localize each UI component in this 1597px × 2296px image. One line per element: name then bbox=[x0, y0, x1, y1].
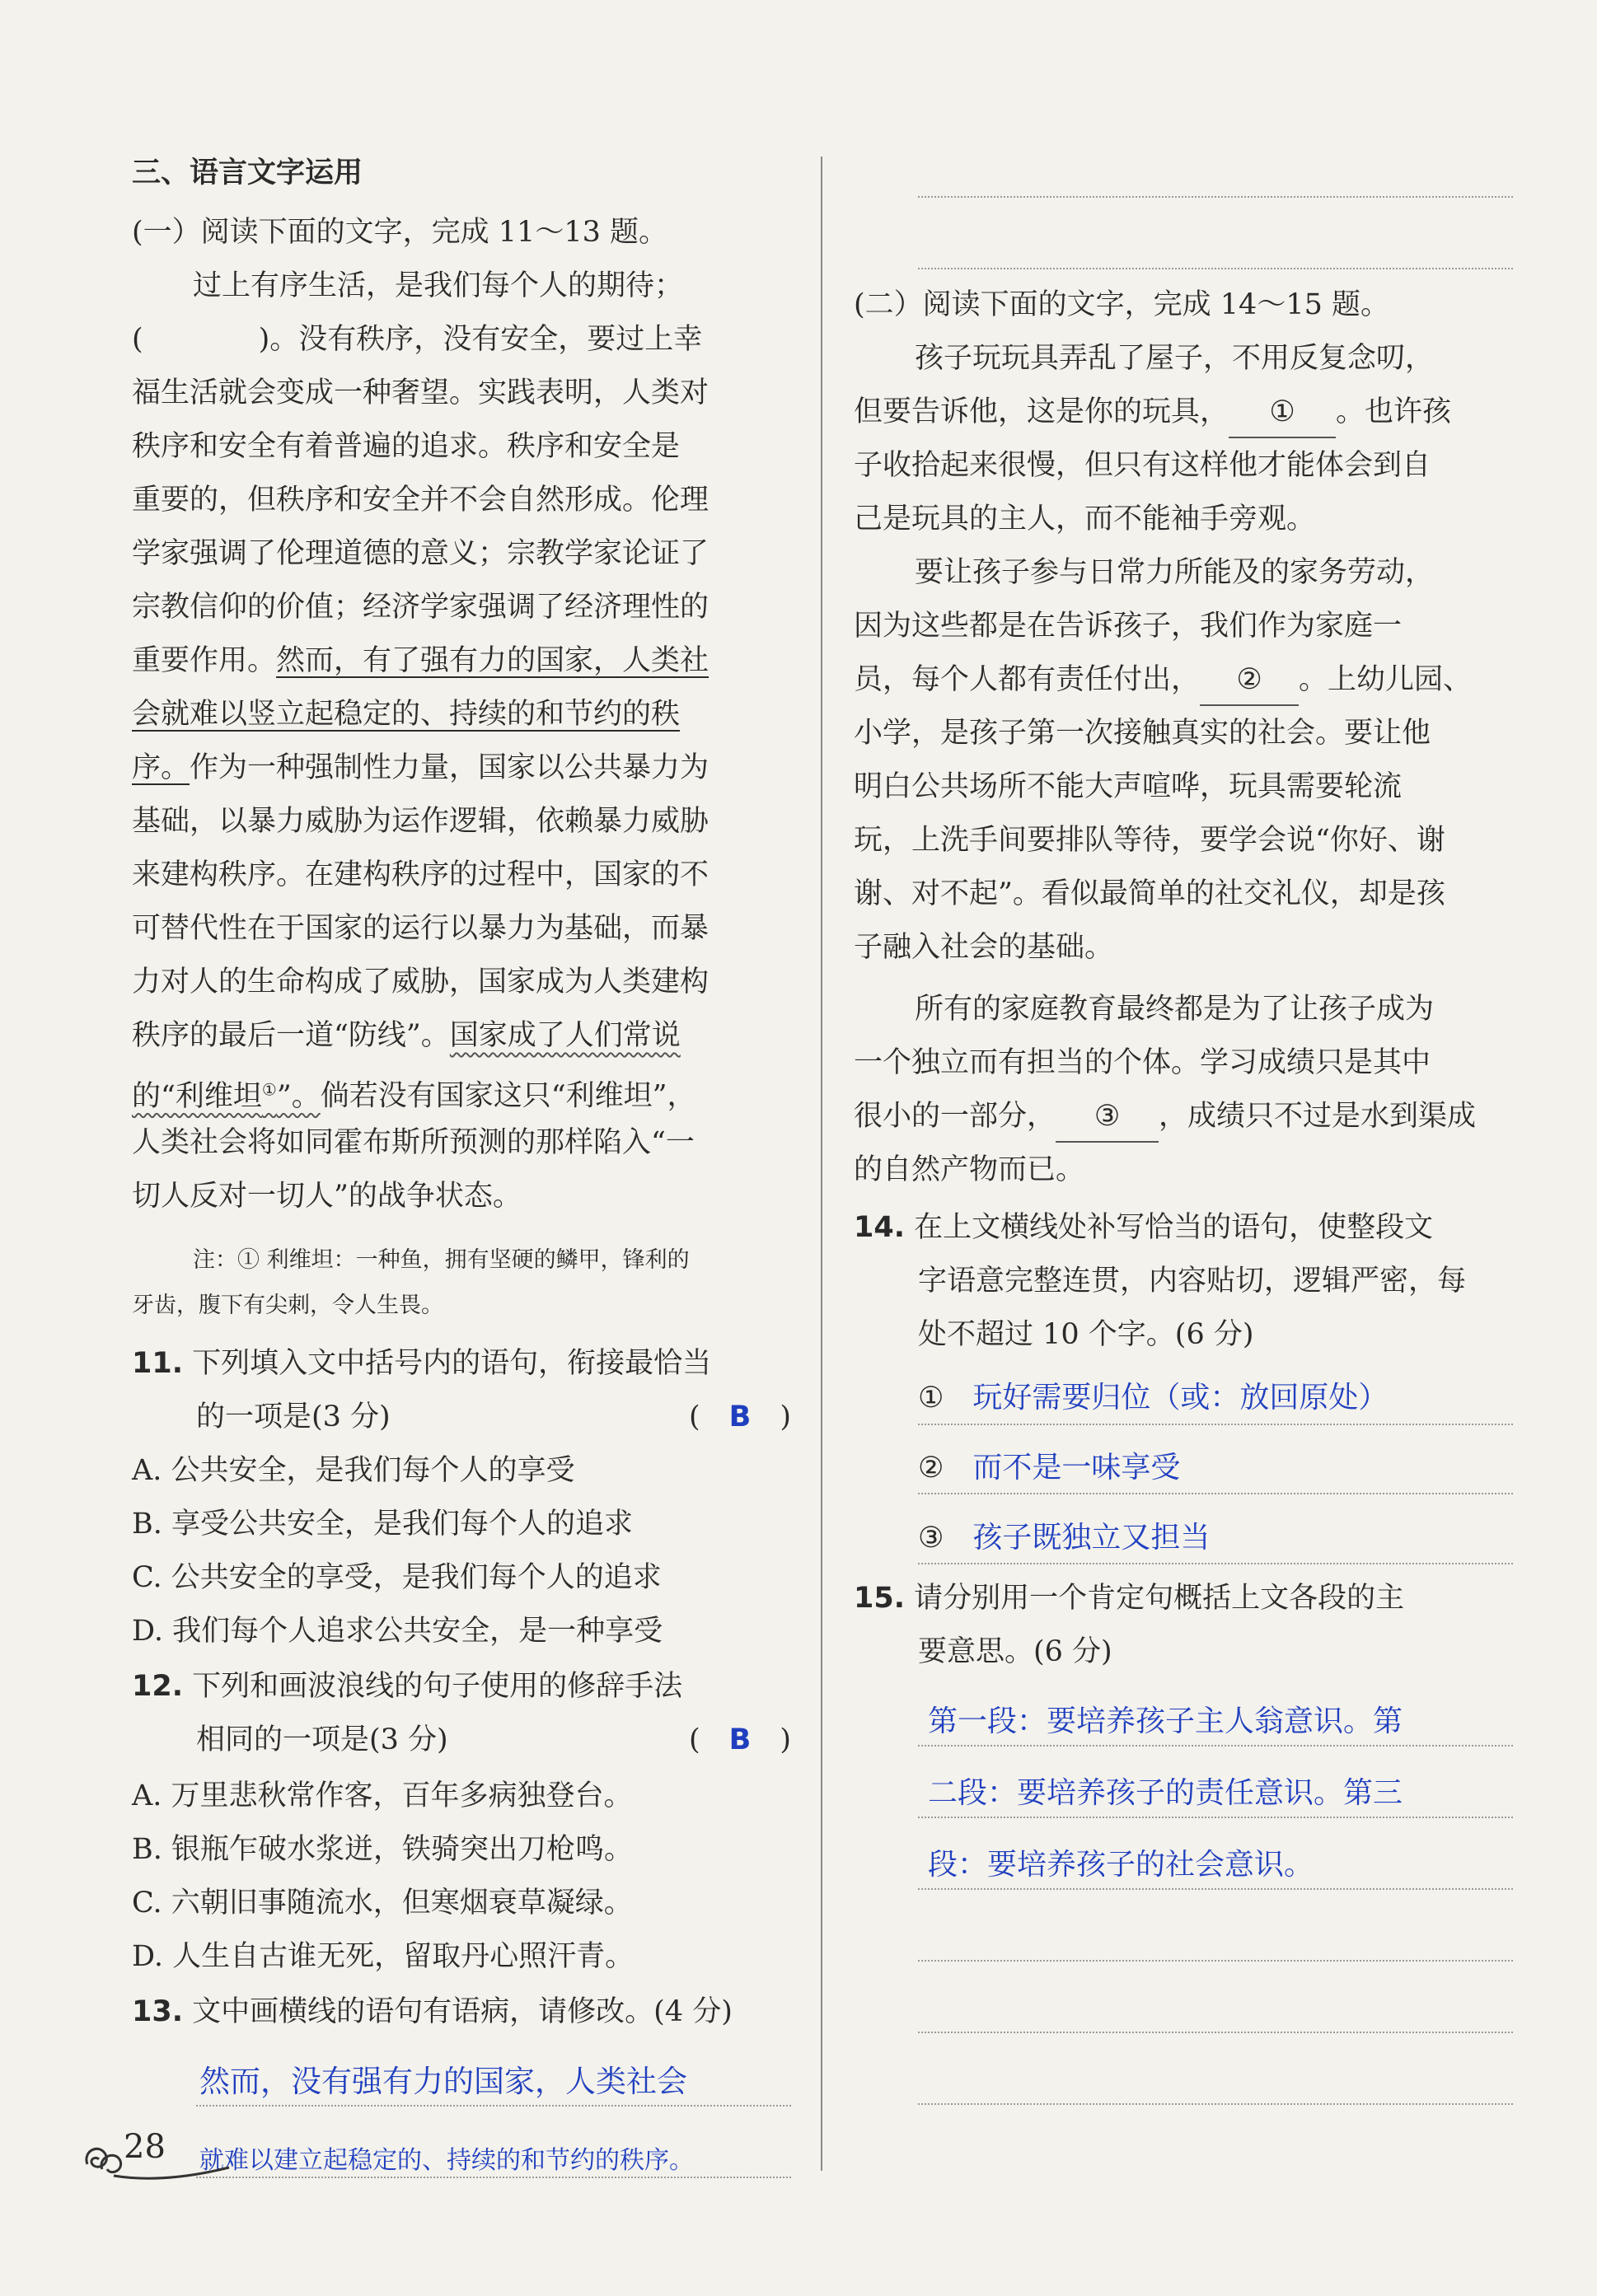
blank-3: ③ bbox=[1056, 1092, 1159, 1143]
q15-answer-line[interactable]: 段：要培养孩子的社会意识。 bbox=[928, 1848, 1314, 1882]
q14-stem: 处不超过 10 个字。(6 分) bbox=[918, 1318, 1254, 1351]
question-number: 11. bbox=[132, 1347, 184, 1380]
passage2-line bbox=[854, 387, 1513, 438]
passage1-line: ( )。没有秩序，没有安全，要过上幸 bbox=[132, 323, 703, 356]
blank-1: ① bbox=[1229, 387, 1336, 438]
passage1-line bbox=[132, 743, 791, 793]
q14-answer-text: 孩子既独立又担当 bbox=[972, 1521, 1211, 1555]
passage1-line: 可替代性在于国家的运行以暴力为基础，而暴 bbox=[132, 912, 710, 945]
passage1-line: 学家强调了伦理道德的意义；宗教学家论证了 bbox=[132, 537, 710, 570]
answer-dotted-line bbox=[918, 1424, 1513, 1425]
page-number-badge bbox=[81, 2121, 246, 2187]
wavy-text: 的“利维坦 bbox=[132, 1079, 262, 1113]
answer-dotted-line bbox=[918, 1960, 1513, 1962]
part2-header: (二）阅读下面的文字，完成 14～15 题。 bbox=[854, 288, 1389, 321]
passage1-line: 切人反对一切人”的战争状态。 bbox=[132, 1180, 522, 1213]
passage1-line: 过上有序生活，是我们每个人的期待； bbox=[193, 269, 684, 302]
answer-dotted-line bbox=[918, 196, 1513, 198]
q15-answer-line[interactable]: 二段：要培养孩子的责任意识。第三 bbox=[928, 1776, 1403, 1810]
q11-stem bbox=[132, 1392, 791, 1442]
answer-mark: ③ bbox=[918, 1522, 944, 1555]
passage2-line bbox=[854, 655, 1513, 706]
answer-dotted-line bbox=[196, 2105, 791, 2107]
question-text: 在上文横线处补写恰当的语句，使整段文 bbox=[914, 1211, 1434, 1244]
passage1-line: 基础，以暴力威胁为运作逻辑，依赖暴力威胁 bbox=[132, 805, 710, 838]
option: C. 六朝旧事随流水，但寒烟衰草凝绿。 bbox=[132, 1887, 633, 1920]
q14-answer-text: 玩好需要归位（或：放回原处） bbox=[972, 1381, 1389, 1415]
blank-2: ② bbox=[1200, 655, 1299, 706]
part1-header: (一）阅读下面的文字，完成 11～13 题。 bbox=[132, 216, 667, 249]
answer-dotted-line bbox=[918, 1817, 1513, 1818]
underlined-sentence: 会就难以竖立起稳定的、持续的和节约的秩 bbox=[132, 698, 681, 731]
passage1-line: 福生活就会变成一种奢望。实践表明，人类对 bbox=[132, 376, 710, 409]
wavy-sentence bbox=[132, 1080, 321, 1113]
question-number: 12. bbox=[132, 1670, 184, 1703]
passage1-line: 人类社会将如同霍布斯所预测的那样陷入“一 bbox=[132, 1126, 695, 1159]
passage2-text: 很小的一部分， bbox=[854, 1100, 1056, 1133]
option: A. 公共安全，是我们每个人的享受 bbox=[132, 1454, 575, 1487]
question-number: 14. bbox=[854, 1211, 906, 1244]
passage2-line: 的自然产物而已。 bbox=[854, 1153, 1085, 1186]
passage1-line: 力对人的生命构成了威胁，国家成为人类建构 bbox=[132, 966, 710, 998]
passage1-line: 重要的，但秩序和安全并不会自然形成。伦理 bbox=[132, 484, 710, 517]
answer-dotted-line bbox=[918, 1888, 1513, 1890]
q14-answer-row[interactable] bbox=[854, 1443, 1513, 1493]
option: D. 我们每个人追求公共安全，是一种享受 bbox=[132, 1615, 663, 1648]
passage1-line bbox=[132, 690, 791, 739]
q13-stem bbox=[132, 1987, 791, 2036]
passage1-text: 重要作用。 bbox=[132, 644, 277, 677]
passage2-line: 因为这些都是在告诉孩子，我们作为家庭一 bbox=[854, 610, 1403, 643]
wavy-sentence: 国家成了人们常说 bbox=[449, 1019, 681, 1052]
footnote-mark: ① bbox=[261, 1079, 277, 1099]
q14-answer-text: 而不是一味享受 bbox=[972, 1451, 1181, 1485]
option: B. 享受公共安全，是我们每个人的追求 bbox=[132, 1508, 633, 1541]
q14-stem bbox=[854, 1203, 1513, 1252]
passage2-line: 小学，是孩子第一次接触真实的社会。要让他 bbox=[854, 717, 1431, 750]
question-text: 的一项是(3 分) bbox=[196, 1401, 391, 1433]
passage2-text: 员，每个人都有责任付出， bbox=[854, 663, 1201, 696]
passage2-line: 谢、对不起”。看似最简单的社交礼仪，却是孩 bbox=[854, 877, 1445, 910]
q14-answer-row[interactable] bbox=[854, 1513, 1513, 1563]
answer-dotted-line bbox=[918, 2032, 1513, 2033]
question-number: 13. bbox=[132, 1995, 184, 2028]
footnote: 注：① 利维坦：一种鱼，拥有坚硬的鳞甲，锋利的 bbox=[193, 1247, 690, 1273]
passage2-line: 子收拾起来很慢，但只有这样他才能体会到自 bbox=[854, 449, 1431, 482]
passage2-line: 要让孩子参与日常力所能及的家务劳动， bbox=[915, 556, 1435, 589]
option: C. 公共安全的享受，是我们每个人的追求 bbox=[132, 1561, 662, 1594]
answer-dotted-line bbox=[918, 1563, 1513, 1564]
q12-stem bbox=[132, 1662, 791, 1711]
question-text: 下列填入文中括号内的语句，衔接最恰当 bbox=[192, 1347, 712, 1380]
passage2-line: 孩子玩玩具弄乱了屋子，不用反复念叨， bbox=[915, 342, 1435, 375]
passage2-line: 一个独立而有担当的个体。学习成绩只是其中 bbox=[854, 1046, 1431, 1079]
passage2-line: 子融入社会的基础。 bbox=[854, 931, 1114, 964]
q15-stem: 要意思。(6 分) bbox=[918, 1635, 1112, 1668]
wavy-text: ”。 bbox=[276, 1079, 321, 1113]
passage1-line: 来建构秩序。在建构秩序的过程中，国家的不 bbox=[132, 858, 710, 891]
q12-stem bbox=[132, 1715, 791, 1765]
passage2-text: 。上幼儿园、 bbox=[1299, 663, 1473, 696]
page-number: 28 bbox=[124, 2128, 166, 2166]
answer-dotted-line bbox=[918, 1745, 1513, 1747]
q11-stem bbox=[132, 1339, 791, 1388]
q13-answer-line[interactable]: 就难以建立起稳定的、持续的和节约的秩序。 bbox=[199, 2146, 694, 2175]
q14-stem: 字语意完整连贯，内容贴切，逻辑严密，每 bbox=[918, 1265, 1467, 1298]
answer-bracket: ( B ) bbox=[689, 1723, 791, 1756]
q15-answer-line[interactable]: 第一段：要培养孩子主人翁意识。第 bbox=[928, 1704, 1403, 1738]
answer-mark: ② bbox=[918, 1452, 944, 1485]
question-number: 15. bbox=[854, 1582, 906, 1615]
footnote: 牙齿，腹下有尖刺，令人生畏。 bbox=[132, 1293, 443, 1318]
passage2-line: 己是玩具的主人，而不能袖手旁观。 bbox=[854, 503, 1316, 535]
passage1-line: 宗教信仰的价值；经济学家强调了经济理性的 bbox=[132, 591, 710, 624]
q14-answer-row[interactable] bbox=[854, 1373, 1513, 1423]
answer-dotted-line bbox=[918, 1493, 1513, 1494]
passage2-line: 所有的家庭教育最终都是为了让孩子成为 bbox=[915, 993, 1435, 1026]
passage2-text: ，成绩只不过是水到渠成 bbox=[1159, 1100, 1477, 1133]
passage1-text: 作为一种强制性力量，国家以公共暴力为 bbox=[190, 751, 710, 784]
passage2-line bbox=[854, 1092, 1513, 1143]
q11-answer: B bbox=[728, 1401, 752, 1433]
q12-answer: B bbox=[728, 1723, 752, 1756]
underlined-sentence: 序。 bbox=[132, 751, 190, 784]
answer-dotted-line bbox=[918, 268, 1513, 269]
passage2-line: 玩，上洗手间要排队等待，要学会说“你好、谢 bbox=[854, 824, 1445, 857]
passage1-line: 秩序和安全有着普遍的追求。秩序和安全是 bbox=[132, 430, 681, 463]
q13-answer-line[interactable]: 然而，没有强有力的国家，人类社会 bbox=[199, 2064, 687, 2099]
underlined-sentence: 然而，有了强有力的国家，人类社 bbox=[276, 644, 710, 677]
answer-dotted-line bbox=[918, 2103, 1513, 2105]
option: B. 银瓶乍破水浆迸，铁骑突出刀枪鸣。 bbox=[132, 1833, 633, 1866]
passage1-line bbox=[132, 636, 791, 685]
passage1-text: 倘若没有国家这只“利维坦”， bbox=[320, 1079, 696, 1113]
passage1-line bbox=[132, 1011, 791, 1060]
section-title: 三、语言文字运用 bbox=[132, 156, 363, 189]
option: A. 万里悲秋常作客，百年多病独登台。 bbox=[132, 1779, 633, 1812]
column-divider bbox=[821, 157, 822, 2171]
option: D. 人生自古谁无死，留取丹心照汗青。 bbox=[132, 1940, 635, 1973]
question-text: 下列和画波浪线的句子使用的修辞手法 bbox=[192, 1670, 683, 1703]
question-text: 相同的一项是(3 分) bbox=[196, 1723, 448, 1756]
passage1-line bbox=[132, 1064, 791, 1121]
q15-stem bbox=[854, 1574, 1513, 1623]
answer-bracket: ( B ) bbox=[689, 1401, 791, 1433]
passage2-text: 。也许孩 bbox=[1336, 395, 1452, 428]
question-text: 请分别用一个肯定句概括上文各段的主 bbox=[914, 1582, 1405, 1615]
answer-dotted-line bbox=[196, 2177, 791, 2178]
answer-mark: ① bbox=[918, 1382, 944, 1415]
passage2-text: 但要告诉他，这是你的玩具， bbox=[854, 395, 1229, 428]
passage2-line: 明白公共场所不能大声喧哗，玩具需要轮流 bbox=[854, 770, 1403, 803]
passage1-text: 秩序的最后一道“防线”。 bbox=[132, 1019, 450, 1052]
question-text: 文中画横线的语句有语病，请修改。(4 分) bbox=[192, 1995, 733, 2028]
